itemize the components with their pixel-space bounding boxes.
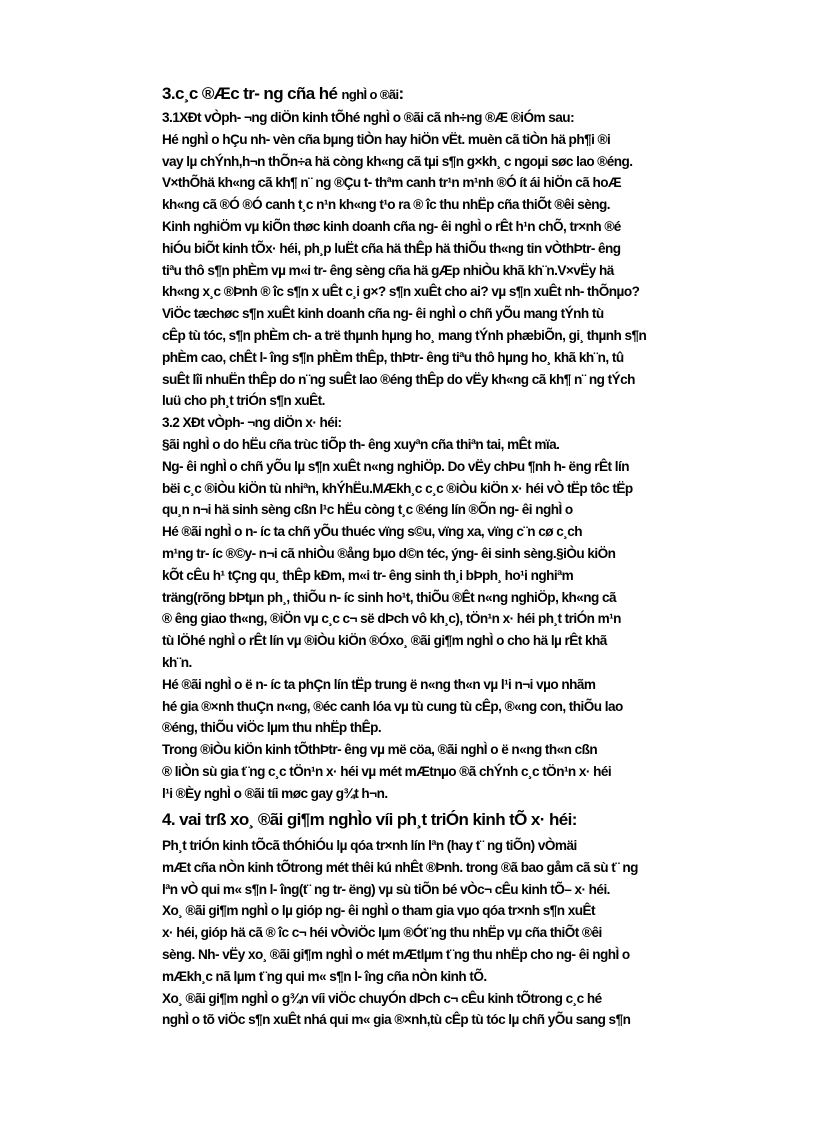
- text-line: mÆkh¸c nã lµm t¨ng qui m« s¶n l- îng cña nÒn kinh tÕ.: [162, 968, 487, 984]
- text-line: ViÖc tæchøc s¶n xuÊt kinh doanh cña ng- êi nghÌ o chñ yÕu mang tÝnh tù: [162, 306, 604, 322]
- text-line: qu¸n n¬i hä sinh sèng cßn l¹c hËu còng t¸c ®éng lín ®Õn ng- êi nghÌ o: [162, 502, 573, 518]
- text-line: m¹ng tr- íc ®©y- n¬i cã nhiÒu ®ång bµo d©n téc, ýng- êi sinh sèng.§iÒu kiÖn: [162, 546, 616, 561]
- text-line: 3.2 XÐt vÒph- ¬ng diÖn x· héi:: [162, 415, 342, 431]
- text-line: Xo¸ ®ãi gi¶m nghÌ o g¾n víi viÖc chuyÓn dÞch c¬ cÊu kinh tÕtrong c¸c hé: [162, 990, 602, 1006]
- heading-section-3: [162, 84, 404, 104]
- heading-section-3-small: nghÌ o ®ãi: [341, 87, 399, 102]
- text-line: V×thÕhä kh«ng cã kh¶ n¨ ng ®Çu t- thªm canh tr¹n m¹nh ®Ó ít ái hiÖn cã hoÆ: [162, 175, 622, 191]
- text-line: cÊp tù tóc, s¶n phÈm ch- a trë thµnh hµng ho¸ mang tÝnh phæbiÕn, gi¸ thµnh s¶n: [162, 328, 647, 343]
- text-line: tù lÖhé nghÌ o rÊt lín vµ ®iÒu kiÖn ®Óxo¸ ®ãi gi¶m nghÌ o cho hä lµ rÊt khã: [162, 633, 607, 649]
- text-line: kh«ng x¸c ®Þnh ® îc s¶n x uÊt c¸i g×? s¶n xuÊt cho ai? vµ s¶n xuÊt nh- thÕnµo?: [162, 284, 640, 300]
- text-line: Hé nghÌ o hÇu nh- vèn cña bµng tiÒn hay hiÖn vËt. muèn cã tiÒn hä ph¶i ®i: [162, 131, 611, 147]
- text-line: hé gia ®×nh thuÇn n«ng, ®éc canh lóa vµ tù cung tù cÊp, ®«ng con, thiÕu lao: [162, 698, 623, 714]
- text-line: tiªu thô s¶n phÈm vµ m«i tr- êng sèng cña hä gÆp nhiÒu khã kh¨n.V×vËy hä: [162, 262, 614, 278]
- text-line: Trong ®iÒu kiÖn kinh tÕthÞtr- êng vµ më cöa, ®ãi nghÌ o ë n«ng th«n cßn: [162, 742, 598, 758]
- text-line: träng(rõng bÞtµn ph¸, thiÕu n- íc sinh ho¹t, thiÕu ®Êt n«ng nghiÖp, kh«ng cã: [162, 589, 617, 605]
- text-line: bëi c¸c ®iÒu kiÖn tù nhiªn, khÝhËu.MÆkh¸c c¸c ®iÒu kiÖn x· héi vÒ tËp tôc tËp: [162, 480, 633, 496]
- text-line: suÊt lîi nhuËn thÊp do n¨ng suÊt lao ®éng thÊp do vËy kh«ng cã kh¶ n¨ ng tÝch: [162, 371, 635, 387]
- heading-section-3-end: :: [398, 84, 404, 103]
- text-line: luü cho ph¸t triÓn s¶n xuÊt.: [162, 393, 325, 409]
- heading-section-3-main: 3.c¸c ®Æc tr- ng cña hé: [162, 84, 342, 103]
- text-line: x· héi, gióp hä cã ® îc c¬ héi vÒviÖc lµm ®Ót¨ng thu nhËp vµ cña thiÕt ®êi: [162, 925, 602, 941]
- text-line: kh¨n.: [162, 655, 192, 670]
- text-line: hiÓu biÕt kinh tÕx· héi, ph¸p luËt cña hä thÊp hä thiÕu th«ng tin vÒthÞtr- êng: [162, 240, 621, 256]
- text-line: vay lµ chÝnh,h¬n thÕn÷a hä còng kh«ng cã tµi s¶n g×kh¸ c ngoµi søc lao ®éng.: [162, 153, 633, 169]
- text-line: Ng- êi nghÌ o chñ yÕu lµ s¶n xuÊt n«ng nghiÖp. Do vËy chÞu ¶nh h- ëng rÊt lín: [162, 458, 629, 474]
- text-line: Ph¸t triÓn kinh tÕcã thÓhiÓu lµ qóa tr×nh lín lªn (hay t¨ ng tiÕn) vÒmäi: [162, 838, 577, 853]
- text-line: l¹i ®Èy nghÌ o ®ãi tíi møc gay g¾t h¬n.: [162, 785, 388, 801]
- text-line: Kinh nghiÖm vµ kiÕn thøc kinh doanh cña ng- êi nghÌ o rÊt h¹n chÕ, tr×nh ®é: [162, 219, 621, 234]
- text-line: 3.1XÐt vÒph- ¬ng diÖn kinh tÕhé nghÌ o ®ãi cã nh÷ng ®Æ ®iÓm sau:: [162, 110, 575, 125]
- text-line: sèng. Nh- vËy xo¸ ®ãi gi¶m nghÌ o mét mÆtlµm t¨ng thu nhËp cho ng- êi nghÌ o: [162, 947, 630, 962]
- text-line: §ãi nghÌ o do hËu cña trùc tiÕp th- êng xuyªn cña thiªn tai, mÊt mïa.: [162, 437, 560, 452]
- text-line: Hé ®ãi nghÌ o n- íc ta chñ yÕu thuéc vïng s©u, vïng xa, vïng c¨n cø c¸ch: [162, 524, 583, 540]
- text-line: lªn vÒ qui m« s¶n l- îng(t¨ ng tr- ëng) vµ sù tiÕn bé vÒc¬ cÊu kinh tÕ– x· héi.: [162, 881, 610, 897]
- text-line: nghÌ o tõ viÖc s¶n xuÊt nhá qui m« gia ®×nh,tù cÊp tù tóc lµ chñ yÕu sang s¶n: [162, 1012, 631, 1028]
- text-line: Hé ®ãi nghÌ o ë n- íc ta phÇn lín tËp trung ë n«ng th«n vµ l¹i n¬i vµo nhãm: [162, 676, 596, 692]
- text-line: ® liÒn sù gia t¨ng c¸c tÖn¹n x· héi vµ mét mÆtnµo ®ã chÝnh c¸c tÖn¹n x· héi: [162, 764, 612, 779]
- text-line: ® êng giao th«ng, ®iÖn vµ c¸c c¬ së dÞch vô kh¸c), tÖn¹n x· héi ph¸t triÓn m¹n: [162, 611, 621, 627]
- text-line: kh«ng cã ®Ó ®Ó canh t¸c n¹n kh«ng t¹o ra ® îc thu nhËp cña thiÕt ®êi sèng.: [162, 197, 611, 213]
- text-line: Xo¸ ®ãi gi¶m nghÌ o lµ gióp ng- êi nghÌ o tham gia vµo qóa tr×nh s¶n xuÊt: [162, 903, 596, 919]
- text-line: ®éng, thiÕu viÖc lµm thu nhËp thÊp.: [162, 720, 382, 736]
- text-line: phÈm cao, chÊt l- îng s¶n phÈm thÊp, thÞtr- êng tiªu thô hµng ho¸ khã kh¨n, tû: [162, 349, 624, 365]
- heading-section-4: 4. vai trß xo¸ ®ãi gi¶m nghÌo víi ph¸t triÓn kinh tÕ x· héi:: [162, 810, 577, 829]
- text-line: mÆt cña nÒn kinh tÕtrong mét thêi kú nhÊt ®Þnh. trong ®ã bao gåm cã sù t¨ ng: [162, 859, 638, 875]
- text-line: kÕt cÊu h¹ tÇng qu¸ thÊp kÐm, m«i tr- êng sinh th¸i bÞph¸ ho¹i nghiªm: [162, 567, 574, 583]
